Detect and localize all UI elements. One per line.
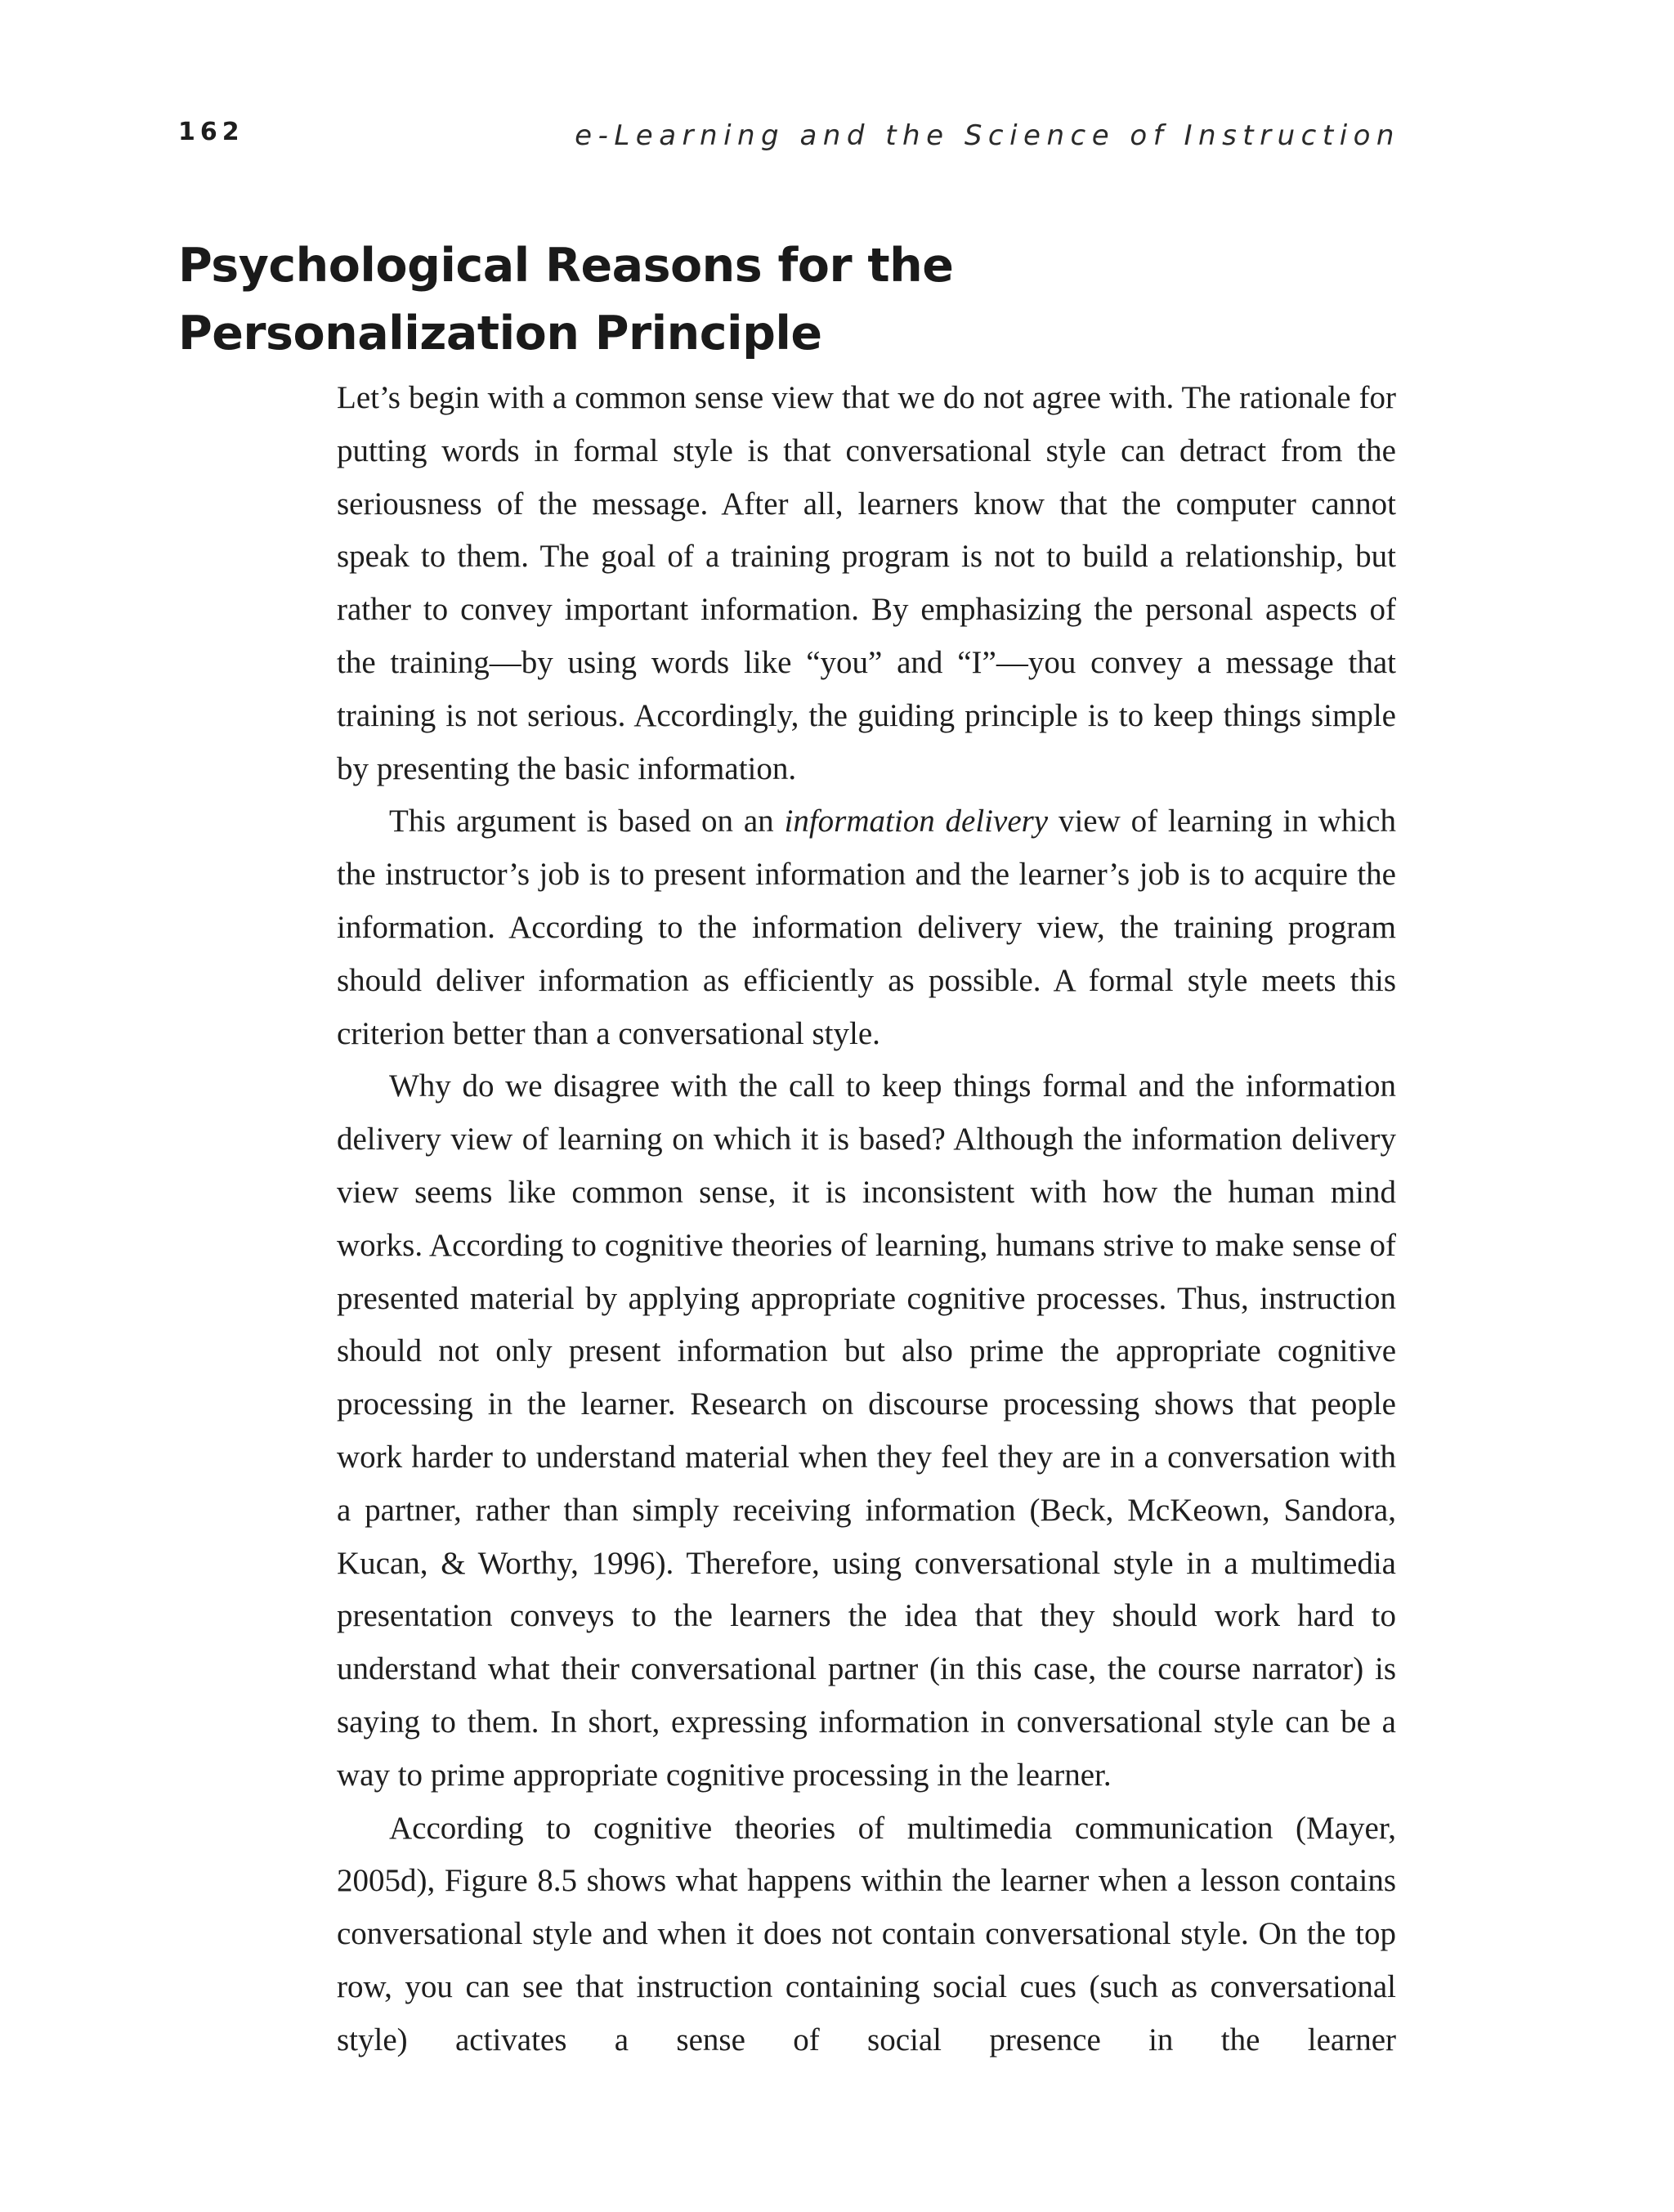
emphasis-information-delivery: information delivery (784, 804, 1049, 840)
paragraph-4: According to cognitive theories of multimedia communication (Mayer, 2005d), Figure 8.5 shows what happens within the learner when a lesson contains conversational style and when it does not contain conversational style. On the top row, you can see that instruction containing social cues (such as conversational style) activates a sense of social presence in the learner (337, 1810, 1396, 2058)
section-heading: Psychological Reasons for the Personalization Principle (178, 239, 954, 360)
page-number: 162 (178, 118, 244, 146)
paragraph-2-lead: This argument is based on an (389, 804, 785, 840)
paragraph-2 (337, 795, 1396, 1060)
paragraph-3: Why do we disagree with the call to keep things formal and the information delivery view of learning on which it is based? Although the information delivery view seems like common sense, it is inconsistent with how the human mind works. According to cognitive theories of learning, humans strive to make sense of presented material by applying appropriate cognitive processes. Thus, instruction should not only present information but also prime the appropriate cognitive processing in the learner. Research on discourse processing shows that people work harder to understand material when they feel they are in a conversation with a partner, rather than simply receiving information (Beck, McKeown, Sandora, Kucan, & Worthy, 1996). Therefore, using conversational style in a multimedia presentation conveys to the learners the idea that they should work hard to understand what their conversational partner (in this case, the course narrator) is saying to them. In short, expressing information in conversational style can be a way to prime appropriate cognitive processing in the learner. (337, 1068, 1396, 1793)
paragraph-1: Let’s begin with a common sense view that we do not agree with. The rationale for putting words in formal style is that conversational style can detract from the seriousness of the message. After all, learners know that the computer cannot speak to them. The goal of a training program is not to build a relationship, but rather to convey important information. By emphasizing the personal aspects of the training—by using words like “you” and “I”—you convey a message that training is not serious. Accordingly, the guiding principle is to keep things simple by presenting the basic information. (337, 380, 1396, 786)
book-title: e-Learning and the Science of Instruction (575, 119, 1400, 152)
paragraph-2-rest: view of learning in which the instructor’s job is to present information and the learner’s job is to acquire the information. According to the information delivery view, the training program should deliver information as efficiently as possible. A formal style meets this criterion better than a conversational style. (337, 804, 1396, 1051)
body-text (337, 372, 1396, 2067)
running-head (178, 116, 1400, 157)
